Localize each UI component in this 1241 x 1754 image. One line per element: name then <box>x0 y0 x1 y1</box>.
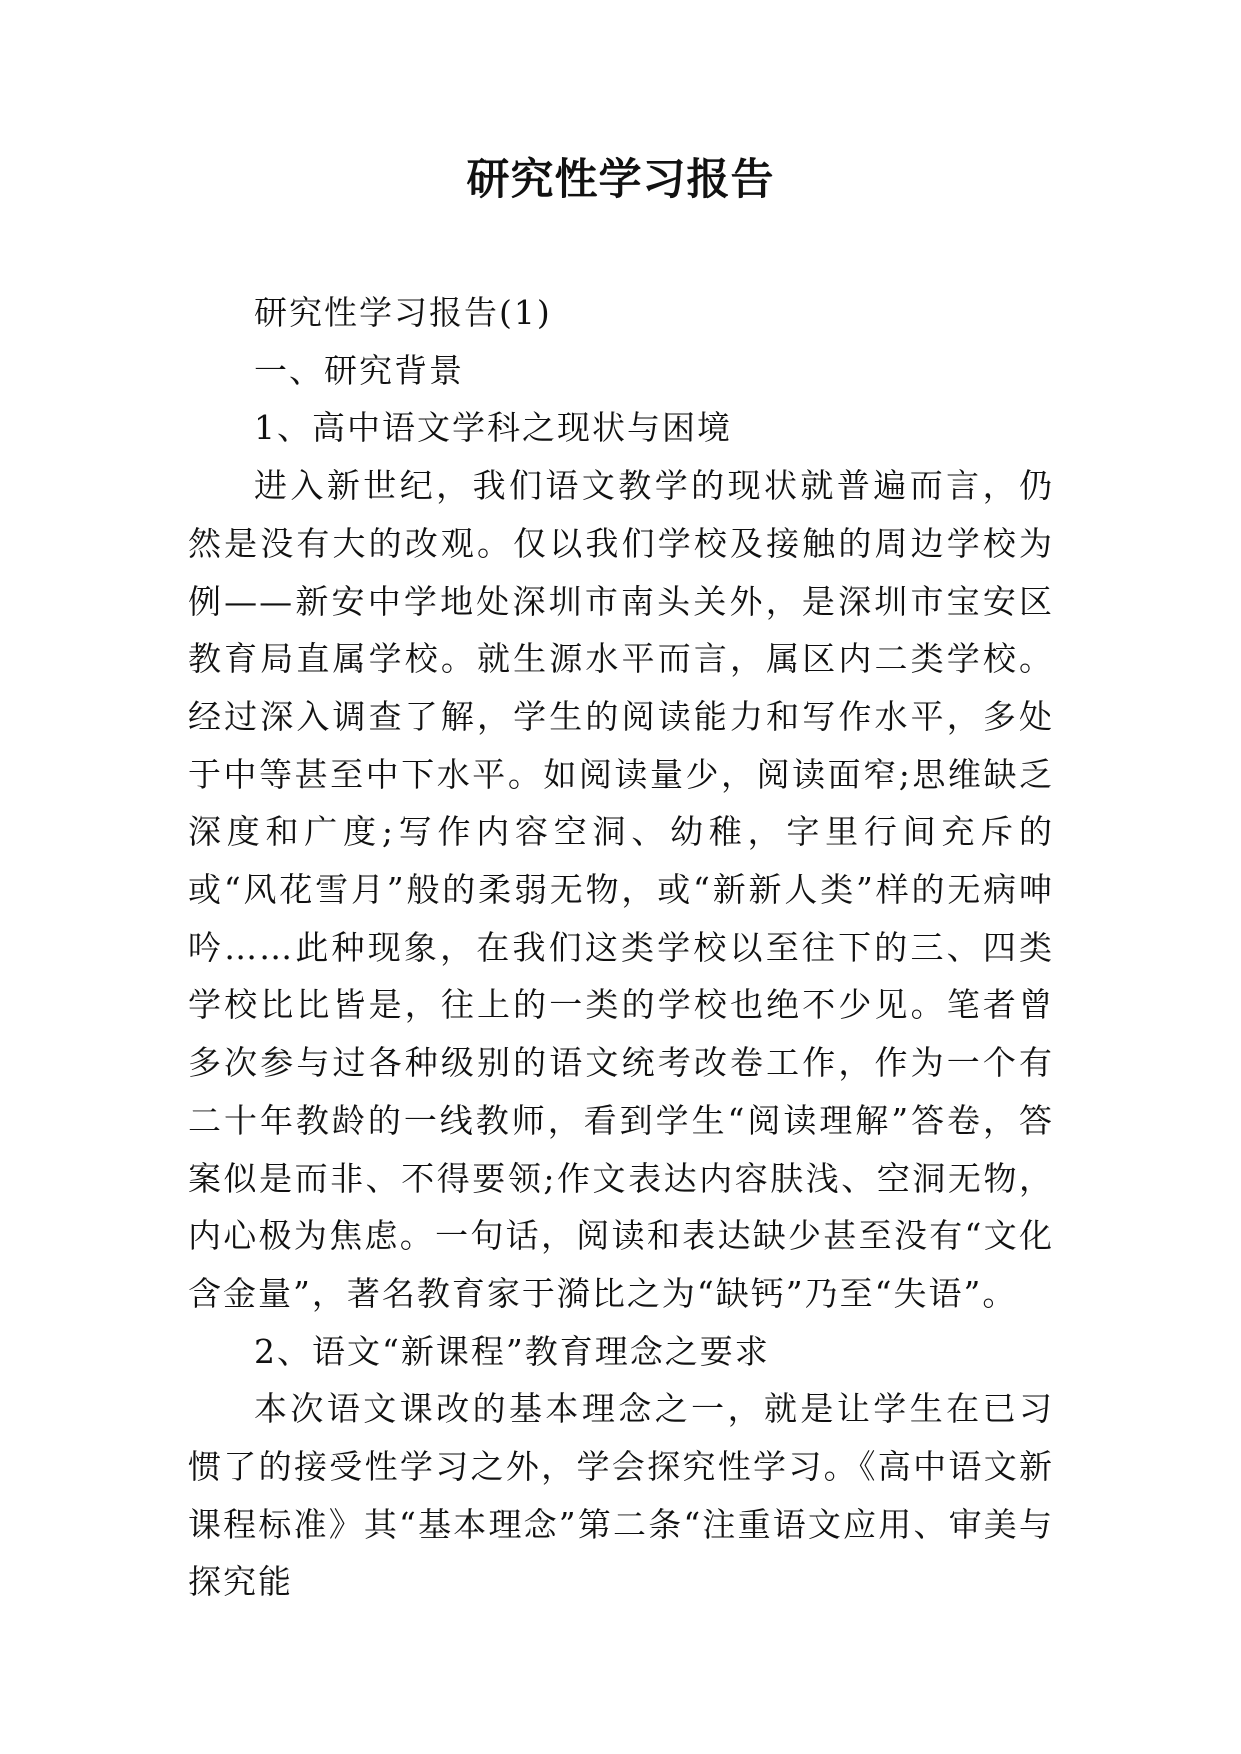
chapter-heading: 一、研究背景 <box>254 350 464 390</box>
document-body <box>188 284 1054 1611</box>
section-heading: 研究性学习报告(1) <box>254 293 552 332</box>
body-paragraph: 进入新世纪，我们语文教学的现状就普遍而言，仍然是没有大的改观。仅以我们学校及接触的周边学校为例——新安中学地处深圳市南头关外，是深圳市宝安区教育局直属学校。就生源水平而言，属区内二类学校。经过深入调查了解，学生的阅读能力和写作水平，多处于中等甚至中下水平。如阅读量少，阅读面窄;思维缺乏深度和广度;写作内容空洞、幼稚，字里行间充斥的或“风花雪月”般的柔弱无物，或“新新人类”样的无病呻吟……此种现象，在我们这类学校以至往下的三、四类学校比比皆是，往上的一类的学校也绝不少见。笔者曾多次参与过各种级别的语文统考改卷工作，作为一个有二十年教龄的一线教师，看到学生“阅读理解”答卷，答案似是而非、不得要领;作文表达内容肤浅、空洞无物，内心极为焦虑。一句话，阅读和表达缺少甚至没有“文化含金量”，著名教育家于漪比之为“缺钙”乃至“失语”。 <box>188 466 1054 1313</box>
body-paragraph: 本次语文课改的基本理念之一，就是让学生在已习惯了的接受性学习之外，学会探究性学习。《高中语文新课程标准》其“基本理念”第二条“注重语文应用、审美与探究能 <box>188 1389 1054 1602</box>
subsection-heading: 1、高中语文学科之现状与困境 <box>254 408 732 448</box>
document-title: 研究性学习报告 <box>466 155 775 205</box>
subsection-heading: 2、语文“新课程”教育理念之要求 <box>254 1331 770 1371</box>
